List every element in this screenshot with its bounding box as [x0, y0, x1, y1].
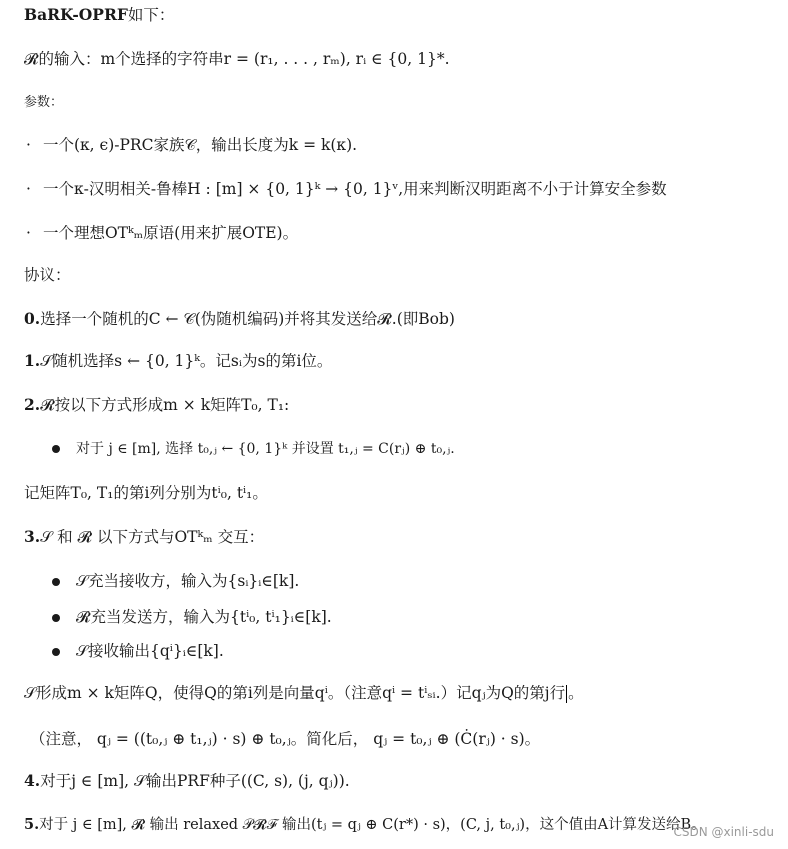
step-number: 4.: [24, 771, 41, 790]
step-text: 𝒮随机选择s ← {0, 1}ᵏ。记sᵢ为s的第i位。: [40, 352, 333, 370]
step-number: 3.: [24, 527, 41, 546]
bullet-icon: [52, 578, 60, 586]
step-4: [24, 770, 350, 792]
bullet-text: 对于 j ∈ [m], 选择 t₀,ⱼ ← {0, 1}ᵏ 并设置 t₁,ⱼ = C(rⱼ) ⊕ t₀,ⱼ.: [76, 441, 455, 457]
step-number: 2.: [24, 395, 41, 414]
step-number: 5.: [24, 816, 40, 833]
protocol-label: 协议：: [24, 266, 71, 284]
step-text: 对于j ∈ [m], 𝒮输出PRF种子((C, s), (j, qⱼ)).: [40, 772, 350, 790]
step-1: [24, 350, 332, 372]
text-cursor: [566, 685, 567, 703]
params-label: 参数：: [24, 95, 64, 110]
param-item: [26, 178, 667, 200]
step-3-after-end: 。: [568, 684, 584, 702]
step-text: 选择一个随机的C ← 𝒞(伪随机编码)并将其发送给𝓡.(即Bob): [40, 310, 455, 328]
bullet-icon: [52, 648, 60, 656]
param-item: [26, 222, 298, 244]
document-title: [24, 4, 174, 26]
step-text: 𝒮 和 𝓡 以下方式与OTᵏₘ 交互：: [40, 528, 265, 546]
step-5: [24, 814, 706, 836]
bullet-text: 𝒮接收输出{qⁱ}ᵢ∈[k].: [76, 642, 224, 660]
param-text: 一个理想OTᵏₘ原语(用来扩展OTE)。: [42, 224, 299, 242]
watermark: CSDN @xinli-sdu: [673, 825, 774, 839]
step-3-after-text: 𝒮形成m × k矩阵Q，使得Q的第i列是向量qⁱ。（注意qⁱ = tⁱₛᵢ.）记qⱼ为Q的第j行: [24, 684, 566, 702]
title-rest: 如下：: [127, 6, 175, 24]
step-3-note: （注意， qⱼ = ((t₀,ⱼ ⊕ t₁,ⱼ) · s) ⊕ t₀,ⱼ。简化后， qⱼ = t₀,ⱼ ⊕ (Ċ(rⱼ) · s)。: [30, 730, 541, 748]
step-3: [24, 526, 264, 548]
step-3-after: [24, 682, 584, 704]
step-number: 0.: [24, 309, 41, 328]
step-text: 对于 j ∈ [m], 𝓡 输出 relaxed 𝒫𝓡ℱ 输出(tⱼ = qⱼ ⊕ C(r*) · s)，(C, j, t₀,ⱼ)，这个值由A计算发送给B。: [39, 817, 706, 833]
bullet-text: 𝒮充当接收方，输入为{sᵢ}ᵢ∈[k].: [76, 572, 300, 590]
param-text: 一个(κ, ϵ)-PRC家族𝒞，输出长度为k = k(κ).: [42, 136, 358, 154]
bullet-dot-icon: ·: [26, 136, 31, 154]
step-3-bullet: [52, 570, 299, 592]
step-0: [24, 308, 455, 330]
step-2: [24, 394, 289, 416]
param-item: [26, 134, 357, 156]
step-number: 1.: [24, 351, 41, 370]
step-3-bullet: [52, 606, 332, 628]
title-bold: BaRK-OPRF: [24, 5, 128, 24]
bullet-icon: [52, 445, 60, 453]
step-3-bullet: [52, 640, 224, 662]
step-text: 𝓡按以下方式形成m × k矩阵T₀, T₁:: [40, 396, 290, 414]
bullet-icon: [52, 614, 60, 622]
step-2-bullet: [52, 438, 455, 460]
step-2-note: 记矩阵T₀, T₁的第i列分别为tⁱ₀, tⁱ₁。: [24, 484, 268, 502]
bullet-text: 𝓡充当发送方，输入为{tⁱ₀, tⁱ₁}ᵢ∈[k].: [76, 608, 332, 626]
param-text: 一个κ-汉明相关-鲁棒H : [m] × {0, 1}ᵏ → {0, 1}ᵛ,用来判断汉明距离不小于计算安全参数: [42, 180, 667, 198]
input-line: 𝓡的输入：m个选择的字符串r = (r₁, . . . , rₘ), rᵢ ∈ {0, 1}*.: [24, 50, 450, 68]
bullet-dot-icon: ·: [26, 180, 31, 198]
bullet-dot-icon: ·: [26, 224, 31, 242]
